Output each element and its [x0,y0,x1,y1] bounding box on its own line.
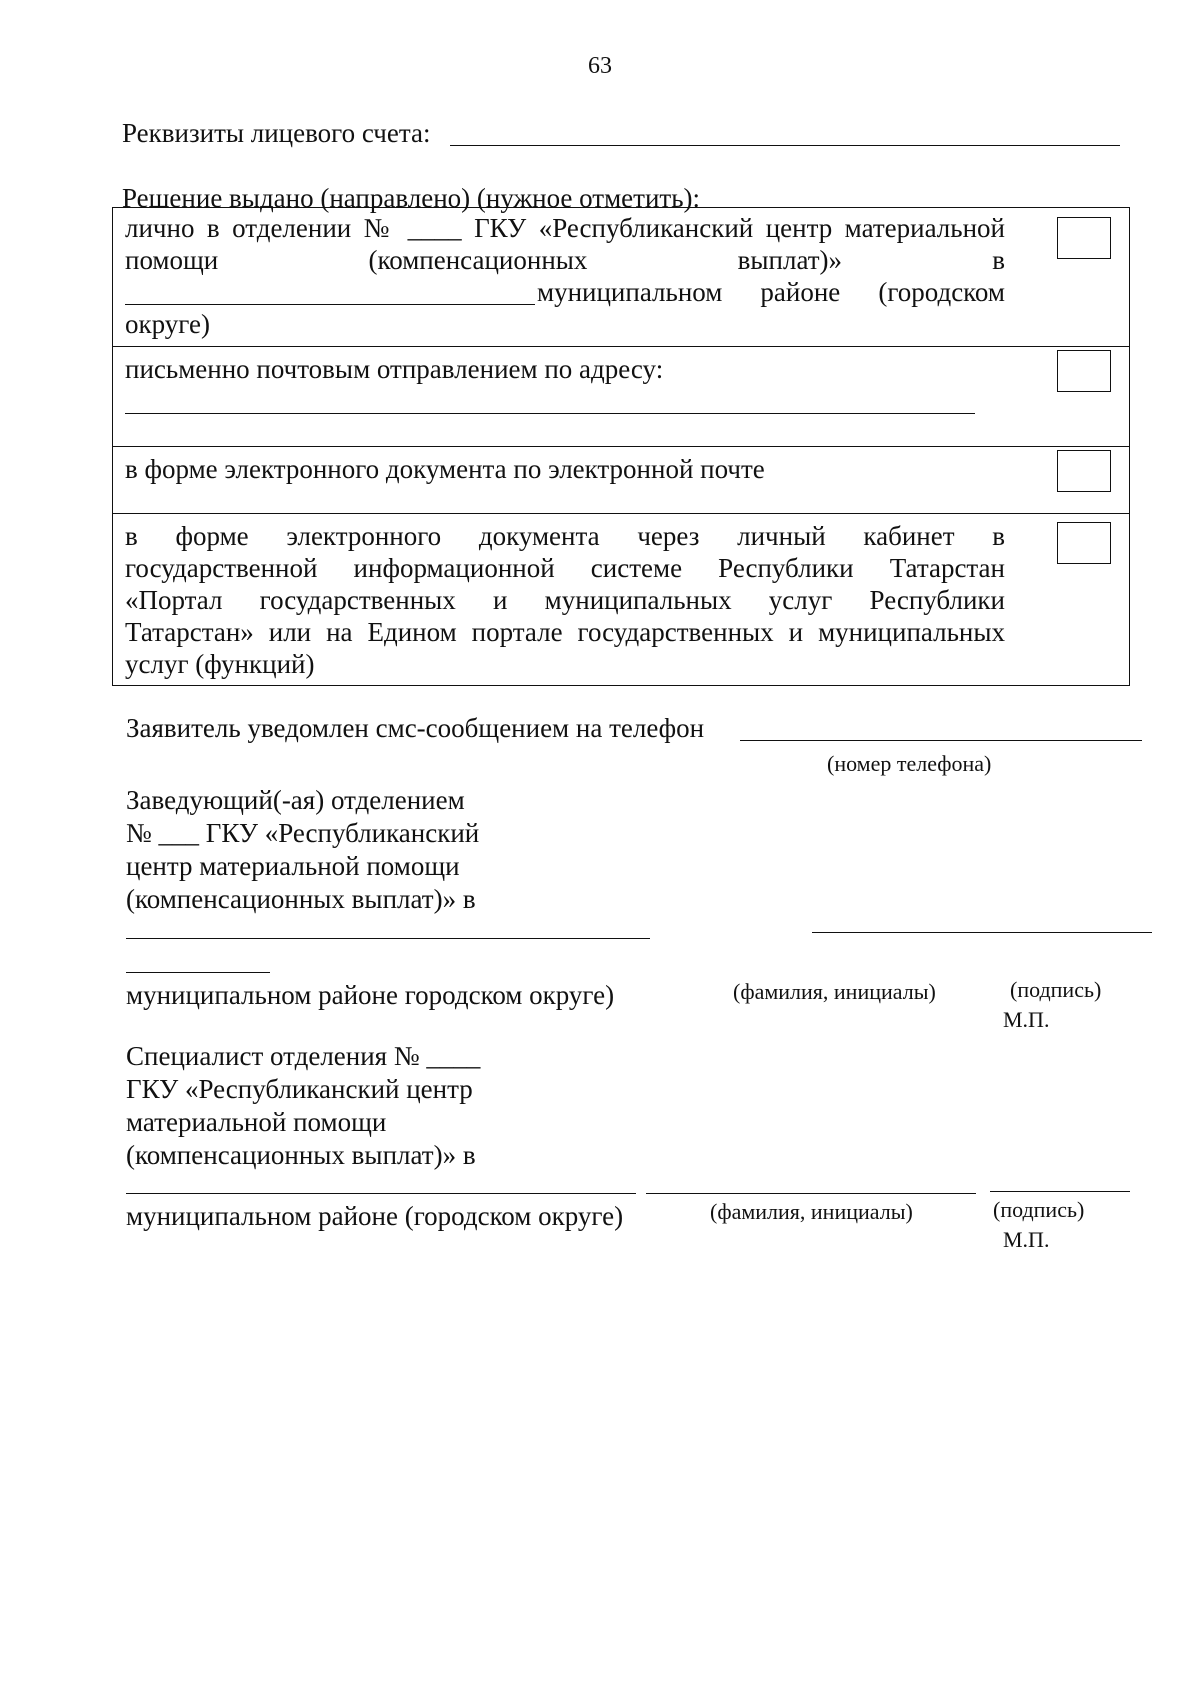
delivery-options-table [112,207,1130,686]
option-line: «Портал государственных и муниципальных услуг Республики [125,585,1005,615]
option-portal [113,513,1129,685]
option-line: Татарстан» или на Едином портале государственных и муниципальных [125,617,1005,647]
head-signature-field-line[interactable] [812,932,1152,933]
specialist-district-label: муниципальном районе (городском округе) [126,1201,624,1231]
head-signature-caption: (подпись) [1010,977,1102,1002]
phone-caption: (номер телефона) [827,751,992,776]
account-field-line[interactable] [450,145,1120,146]
specialist-title-line: Специалист отделения № ____ [126,1041,481,1071]
specialist-name-caption: (фамилия, инициалы) [710,1199,913,1224]
option-checkbox-email[interactable] [1057,450,1111,492]
option-line-text: муниципальном районе (городском [537,277,1005,307]
option-line [125,244,1005,276]
head-title-line: центр материальной помощи [126,851,460,881]
specialist-title-line: материальной помощи [126,1107,387,1137]
option-checkbox-in-person[interactable] [1057,217,1111,259]
specialist-stamp-label: М.П. [1003,1227,1050,1252]
sms-label: Заявитель уведомлен смс-сообщением на телефон [126,713,705,743]
option-email [113,446,1129,513]
option-postal [113,346,1129,446]
head-district-label: муниципальном районе городском округе) [126,980,615,1010]
head-name-caption: (фамилия, инициалы) [733,979,936,1004]
specialist-title-line: ГКУ «Республиканский центр [126,1074,473,1104]
specialist-district-field-line[interactable] [126,1193,636,1194]
head-district-field-line[interactable] [126,938,650,939]
specialist-signature-field-line[interactable] [990,1191,1130,1192]
decision-heading: Решение выдано (направлено) (нужное отметить): [122,183,701,213]
phone-field-line[interactable] [740,740,1142,741]
option-in-person [113,208,1129,346]
option-line: услуг (функций) [125,649,315,679]
head-title-block [126,784,479,916]
specialist-title-block [126,1040,480,1172]
district-field-line[interactable] [125,304,535,305]
option-line: в форме электронного документа по электронной почте [125,454,765,484]
head-title-line: (компенсационных выплат)» в [126,884,476,914]
head-title-line: Заведующий(-ая) отделением [126,785,465,815]
option-line: лично в отделении № ____ ГКУ «Республиканский центр материальной [125,213,1005,243]
head-stamp-label: М.П. [1003,1007,1050,1032]
option-checkbox-postal[interactable] [1057,350,1111,392]
head-district-field-line-2[interactable] [126,972,270,973]
option-line-text: помощи (компенсационных выплат)» в [125,245,1005,275]
option-checkbox-portal[interactable] [1057,522,1111,564]
option-line: в форме электронного документа через личный кабинет в [125,521,1005,551]
option-line: письменно почтовым отправлением по адресу: [125,354,664,384]
option-line: государственной информационной системе Республики Татарстан [125,553,1005,583]
head-title-line: № ___ ГКУ «Республиканский [126,818,480,848]
page-number: 63 [588,53,612,79]
specialist-title-line: (компенсационных выплат)» в [126,1140,476,1170]
specialist-signature-caption: (подпись) [993,1197,1085,1222]
postal-address-field-line[interactable] [125,413,975,414]
option-line [125,276,1005,308]
specialist-name-field-line[interactable] [646,1193,976,1194]
account-label: Реквизиты лицевого счета: [122,118,431,148]
option-line: округе) [125,309,210,339]
